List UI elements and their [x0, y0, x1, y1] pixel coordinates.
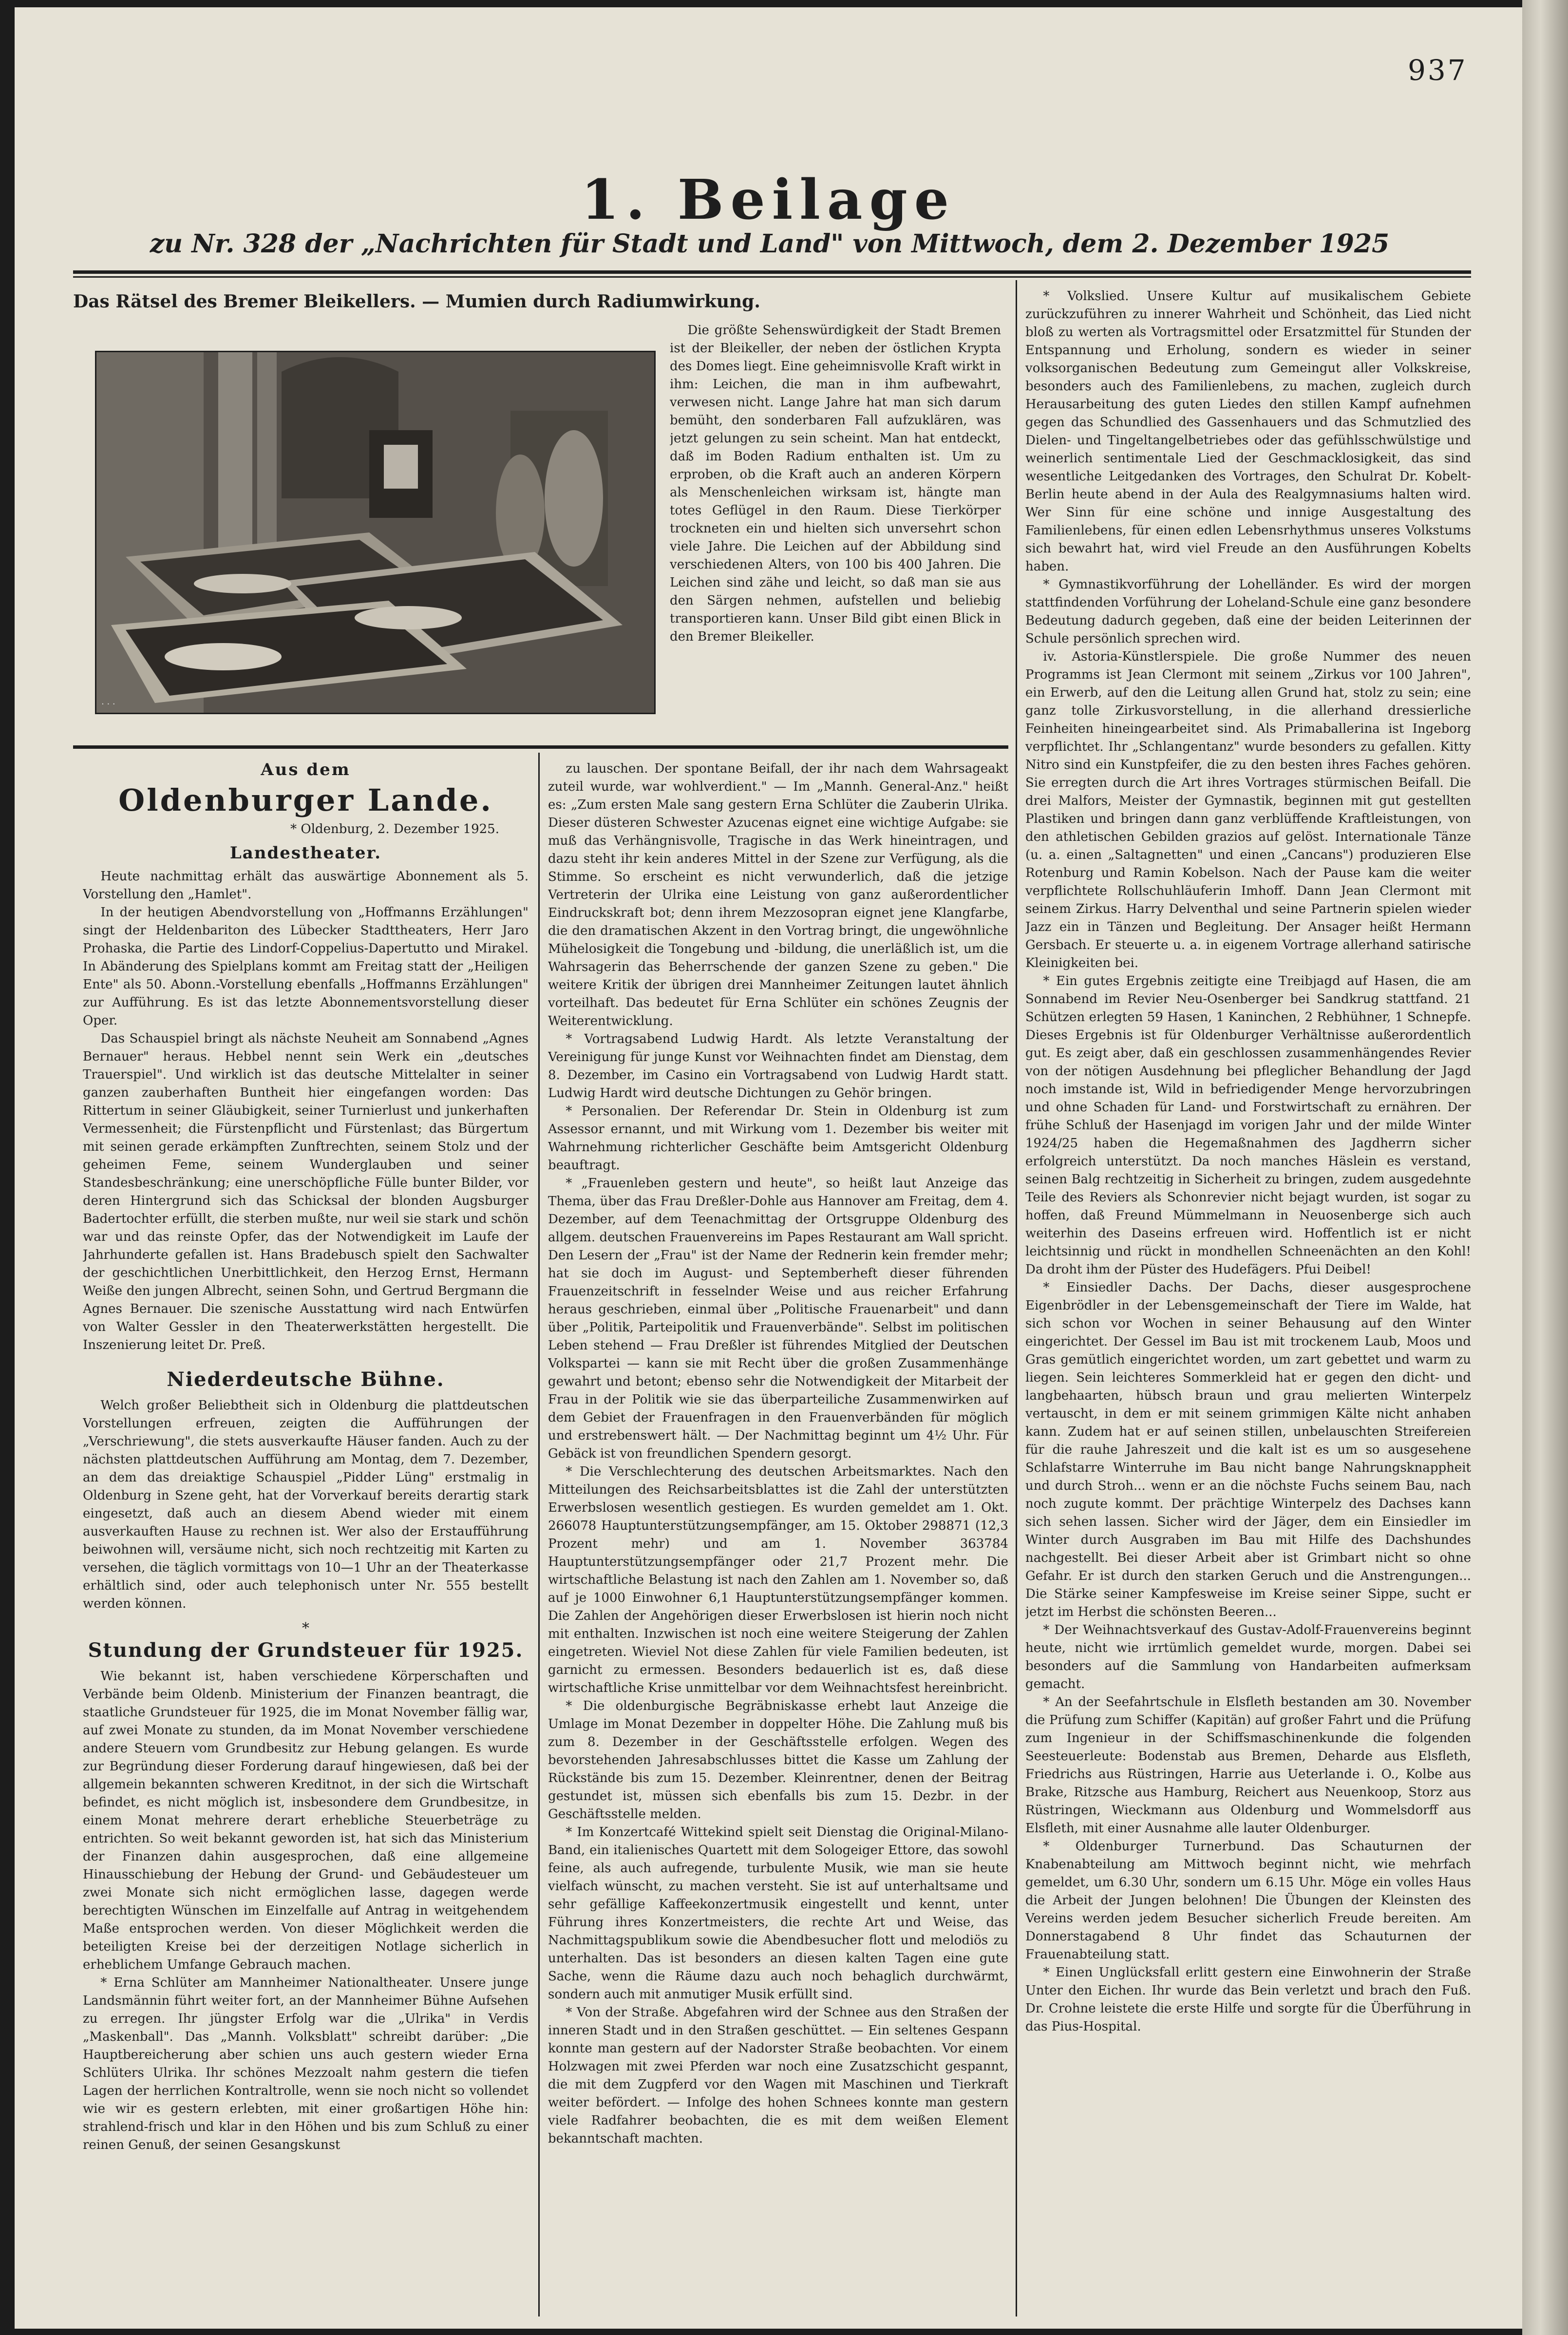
- dateline: * Oldenburg, 2. Dezember 1925.: [290, 822, 499, 836]
- bleikeller-photo: [95, 351, 656, 714]
- paragraph: * Von der Straße. Abgefahren wird der Schnee aus den Straßen der inneren Stadt und in den Straßen geschüttet. — Ein seltenes Gespann konnte man gestern auf der Nadorster Straße beobachten. Vor einem Holzwagen mit zwei Pferden war noch eine Zusatzschicht gespannt, die mit dem Zugpferd vor den Wagen mit Maschinen und Tierkraft weiter befördert. — Infolge des hohen Schnees konnte man gestern viele Radfahrer beobachten, die es mit dem weißen Element bekanntschaft machten.: [548, 2005, 1008, 2146]
- paragraph: Heute nachmittag erhält das auswärtige Abonnement als 5. Vorstellung den „Hamlet".: [83, 869, 529, 902]
- issue-line: zu Nr. 328 der „Nachrichten für Stadt und Land" von Mittwoch, dem 2. Dezember 1925: [150, 229, 1390, 259]
- paragraph: * Volkslied. Unsere Kultur auf musikalischem Gebiete zurückzuführen zu innerer Wahrheit und Schönheit, das Lied nicht bloß zu werten als Vortragsmittel oder Ersatzmittel für Stunden der Entspannung und Erholung, sondern es wieder in seiner volksorganischen Bedeutung zum Gemeingut aller Volkskreise, besonders auch des Familienlebens, zu machen, zugleich durch Herausarbeitung des guten Liedes den stillen Kampf aufnehmen gegen das Schundlied des Gassenhauers und das Schmutzlied des Dielen- und Tingeltangelbetriebes oder das gefühlsschwülstige und weinerlich sentimentale Lied der Geschmacklosigkeit, das sind wesentliche Leitgedanken des Vortrages, den Schulrat Dr. Kobelt-Berlin heute abend in der Aula des Realgymnasiums halten wird. Wer Sinn für eine schöne und innige Ausgestaltung des Familienlebens, für einen edlen Lebensrhythmus unseres Volkstums sich bewahrt hat, wird viel Freude an den Ausführungen Kobelts haben.: [1025, 289, 1471, 574]
- bleikeller-article: [670, 322, 1001, 731]
- paragraph: * Der Weihnachtsverkauf des Gustav-Adolf-Frauenvereins beginnt heute, nicht wie irrtümlich gemeldet wurde, morgen. Dabei sei besonders auf die Sammlung von Handarbeiten aufmerksam gemacht.: [1025, 1623, 1471, 1691]
- bleikeller-text: Die größte Sehenswürdigkeit der Stadt Bremen ist der Bleikeller, der neben der östlichen Krypta des Domes liegt. Eine geheimnisvolle Kraft wirkt in ihm: Leichen, die man in ihm aufbewahrt, verwesen nicht. Lange Jahre hat man sich darum bemüht, den sonderbaren Fall aufzuklären, was jetzt gelungen zu sein scheint. Man hat entdeckt, daß im Boden Radium enthalten ist. Um zu erproben, ob die Kraft auch an anderen Körpern als Menschenleichen wirksam ist, hängte man totes Geflügel in den Raum. Diese Tierkörper trockneten ein und hielten sich unversehrt schon viele Jahre. Die Leichen auf der Abbildung sind verschiedenen Alters, von 100 bis 400 Jahren. Die Leichen sind zähe und leicht, so daß man sie aus den Särgen nehmen, aufstellen und beliebig transportieren kann. Unser Bild gibt einen Blick in den Bremer Bleikeller.: [670, 323, 1001, 644]
- paragraph: Wie bekannt ist, haben verschiedene Körperschaften und Verbände beim Oldenb. Ministerium der Finanzen beantragt, die staatliche Grundsteuer für 1925, die im Monat November fällig war, auf zwei Monate zu stunden, da im Monat November verschiedene andere Steuern vom Grundbesitz zur Hebung gelangen. Es wurde zur Begründung dieser Forderung darauf hingewiesen, daß bei der allgemein bekannten schweren Kreditnot, in der sich die Wirtschaft befindet, es nicht möglich ist, insbesondere dem Grundbesitze, in einem Monat mehrere derart erhebliche Steuerbeträge zu entrichten. So weit bekannt geworden ist, hat sich das Ministerium der Finanzen dahin ausgesprochen, daß eine allgemeine Hinausschiebung der Hebung der Grund- und Gebäudesteuer um zwei Monate sich nicht ermöglichen lasse, dagegen werde berechtigten Wünschen im Einzelfalle auf Antrag in weitgehendem Maße entsprochen werden. Von dieser Möglichkeit werden die beteiligten Kreise bei der derzeitigen Notlage sicherlich in erheblichem Umfange Gebrauch machen.: [83, 1669, 529, 1972]
- supplement-title: 1. Beilage: [581, 168, 956, 232]
- column-divider-middle: [538, 753, 540, 2316]
- paragraph: * Gymnastikvorführung der Lohelländer. Es wird der morgen stattfindenden Vorführung der Loheland-Schule eine ganz besondere Bedeutung dadurch gegeben, daß eine der beiden Leiterinnen der Schule persönlich sprechen wird.: [1025, 577, 1471, 646]
- asterisk-separator: *: [302, 1620, 309, 1637]
- right-column: [1025, 287, 1471, 2319]
- paragraph: iv. Astoria-Künstlerspiele. Die große Nummer des neuen Programms ist Jean Clermont mit seinem „Zirkus vor 100 Jahren", ein Erwerb, auf den die Leitung allen Grund hat, stolz zu sein; eine ganz tolle Zirkusvorstellung, in die allerhand dressierliche Feinheiten hineingearbeitet sind. Als Primaballerina ist Ingeborg verpflichtet. Ihr „Schlangentanz" wurde besonders zu gefallen. Kitty Nitro sind ein Kunstpfeifer, die zu den besten ihres Faches gehören. Sie erregten durch die Art ihres Vortrages stürmischen Beifall. Die drei Malfors, Meister der Gymnastik, beginnen mit gut gestellten Plastiken und bringen dann ganz verblüffende Kraftleistungen, von den athletischen Gebilden grazios auf gelöst. Internationale Tänze (u. a. einen „Saltagnetten" und einen „Cancans") produzieren Else Rotenburg und Ramin Kobelson. Nach der Pause kam die weiter verpflichtete Rollschuhläuferin Imhoff. Dann Jean Clermont mit seinem Zirkus. Harry Delventhal und seine Partnerin spielen wieder Jazz ein in Tänzen und Begleitung. Der Ansager heißt Hermann Gersbach. Er steuerte u. a. in eigenem Vortrage allerhand satirische Kleinigkeiten bei.: [1025, 649, 1471, 970]
- paragraph: Welch großer Beliebtheit sich in Oldenburg die plattdeutschen Vorstellungen erfreuen, zeigten die Aufführungen der „Verschriewung", die stets ausverkaufte Häuser fanden. Auch zu der nächsten plattdeutschen Aufführung am Montag, dem 7. Dezember, an dem das dreiaktige Schauspiel „Pidder Lüng" erstmalig in Oldenburg in Szene geht, hat der Vorverkauf bereits derartig stark eingesetzt, daß auch an diesem Abend wieder mit einem ausverkauften Hause zu rechnen ist. Wer also der Erstaufführung beiwohnen will, versäume nicht, sich noch rechtzeitig mit Karten zu versehen, die täglich vormittags von 10—1 Uhr an der Theaterkasse erhältlich sind, oder auch telephonisch unter Nr. 555 bestellt werden können.: [83, 1398, 529, 1611]
- paragraph: * Einen Unglücksfall erlitt gestern eine Einwohnerin der Straße Unter den Eichen. Ihr wurde das Bein verletzt und brach den Fuß. Dr. Crohne leistete die erste Hilfe und sorgte für die Überführung in das Pius-Hospital.: [1025, 1965, 1471, 2034]
- crypt-illustration: [96, 352, 654, 713]
- newspaper-page: [15, 7, 1522, 2329]
- paragraph: * Die oldenburgische Begräbniskasse erhebt laut Anzeige die Umlage im Monat Dezember in doppelter Höhe. Die Zahlung muß bis zum 8. Dezember in der Geschäftsstelle erfolgen. Wegen des bevorstehenden Jahresabschlusses bittet die Kasse um Zahlung der Rückstände bis zum 15. Dezember. Kleinrentner, denen der Beitrag gestundet ist, müssen sich ebenfalls bis zum 15. Dezbr. in der Geschäftsstelle melden.: [548, 1699, 1008, 1822]
- paragraph: * Einsiedler Dachs. Der Dachs, dieser ausgesprochene Eigenbrödler in der Lebensgemeinschaft der Tiere im Walde, hat sich schon vor Wochen in seiner Behausung auf den Winter eingerichtet. Der Gessel im Bau ist mit trockenem Laub, Moos und Gras gemütlich eingerichtet worden, um zart gebettet und warm zu liegen. Sein leichteres Sommerkleid hat er gegen den dicht- und langbehaarten, hübsch braun und grau melierten Winterpelz vertauscht, in dem er mit seinem grimmigen Kälte nicht anhaben kann. Zudem hat er auf seinen stillen, unbelauschten Streifereien für die rauhe Jahreszeit und die kalt ist es um so ausgesehene Schlafstarre Winterruhe im Bau nicht bange Nahrungsknappheit und durch Stroh... wenn er an die nöchste Fuchs seinem Bau, nach noch zugute kommt. Der prächtige Winterpelz des Dachses kann sich sehen lassen. Sicher wird der Jäger, dem ein Einsiedler im Winter durch Ausgraben im Bau mit Hilfe des Dachshundes nachgestellt. Bei dieser Arbeit aber ist Grimbart nicht so ohne Gefahr. Er ist durch den starken Geruch und die Anstrengungen... Die Stärke seiner Kampfesweise im Kreise seiner Sippe, sucht er jetzt im Herbst die schönsten Beeren...: [1025, 1280, 1471, 1619]
- paragraph: * An der Seefahrtschule in Elsfleth bestanden am 30. November die Prüfung zum Schiffer (Kapitän) auf großer Fahrt und die Prüfung zum Ingenieur in der Schiffsmaschinenkunde die folgenden Seesteuerleute: Bodenstab aus Bremen, Deharde aus Elsfleth, Friedrichs aus Rüstringen, Harrie aus Ueterlande i. O., Kolbe aus Brake, Ritzsche aus Hamburg, Reichert aus Neuenkoop, Storz aus Rüstringen, Wieckmann aus Oldenburg und Wommelsdorff aus Elsfleth, mit einer Ausnahme alle lauter Oldenburger.: [1025, 1695, 1471, 1836]
- paragraph: * Personalien. Der Referendar Dr. Stein in Oldenburg ist zum Assessor ernannt, und mit Wirkung vom 1. Dezember bis weiter mit Wahrnehmung richterlicher Geschäfte beim Amtsgericht Oldenburg beauftragt.: [548, 1104, 1008, 1173]
- oldenburg-column: [83, 760, 529, 2319]
- middle-column: [548, 760, 1008, 2319]
- paragraph: * Oldenburger Turnerbund. Das Schauturnen der Knabenabteilung am Mittwoch beginnt nicht, wie mehrfach gemeldet, um 6.30 Uhr, sondern um 6.15 Uhr. Möge ein volles Haus die Arbeit der Jungen belohnen! Die Übungen der Kleinsten des Vereins werden jedem Besucher sicherlich Freude bereiten. Am Donnerstagabend 8 Uhr findet das Schauturnen der Frauenabteilung statt.: [1025, 1839, 1471, 1962]
- section-title: Oldenburger Lande.: [118, 782, 493, 818]
- book-spine: [1522, 0, 1568, 2335]
- paragraph: * Im Konzertcafé Wittekind spielt seit Dienstag die Original-Milano-Band, ein italienisches Quartett mit dem Sologeiger Ettore, das sowohl feine, als auch aufregende, turbulente Musik, wie man sie heute vielfach wünscht, zu machen versteht. Sie ist auf unterhaltsame und sehr gefällige Kaffeekonzertmusik eingestellt und kennt, unter Führung ihres Konzertmeisters, die rechte Art und Weise, das Nachmittagspublikum sowie die Abendbesucher flott und melodiös zu unterhalten. Das ist besonders an diesen kalten Tagen eine gute Sache, wenn die Räume dazu auch noch behaglich durchwärmt, sondern auch mit anmutiger Musik erfüllt sind.: [548, 1825, 1008, 2002]
- svg-text:· · ·: · · ·: [101, 699, 115, 709]
- buehne-text: [83, 1397, 529, 1613]
- section-kicker: Aus dem: [261, 760, 351, 779]
- paragraph: * Vortragsabend Ludwig Hardt. Als letzte Veranstaltung der Vereinigung für junge Kunst vor Weihnachten findet am Dienstag, dem 8. Dezember, im Casino ein Vortragsabend von Ludwig Hardt statt. Ludwig Hardt wird deutsche Dichtungen zu Gehör bringen.: [548, 1032, 1008, 1101]
- paragraph: In der heutigen Abendvorstellung von „Hoffmanns Erzählungen" singt der Heldenbariton des Lübecker Stadttheaters, Herr Jaro Prohaska, die Partie des Lindorf-Coppelius-Dapertutto und Mirakel. In Abänderung des Spielplans kommt am Freitag statt der „Heiligen Ente" als 50. Abonn.-Vorstellung ebenfalls „Hoffmanns Erzählungen" zur Aufführung. Es ist das letzte Abonnementsvorstellung dieser Oper.: [83, 905, 529, 1028]
- subhead-landestheater: Landestheater.: [229, 843, 382, 863]
- paragraph: * „Frauenleben gestern und heute", so heißt laut Anzeige das Thema, über das Frau Dreßler-Dohle aus Hannover am Freitag, dem 4. Dezember, auf dem Teenachmittag der Ortsgruppe Oldenburg des allgem. deutschen Frauenvereins im Papes Restaurant am Wall spricht. Den Lesern der „Frau" ist der Name der Rednerin kein fremder mehr; hat sie doch im August- und Septemberheft dieser führenden Frauenzeitschrift in fesselnder Weise und aus reicher Erfahrung heraus geschrieben, einmal über „Politische Frauenarbeit" und dann über „Politik, Parteipolitik und Frauenverbände". Selbst im politischen Leben stehend — Frau Dreßler ist führendes Mitglied der Deutschen Volkspartei — kann sie mit Recht über die großen Zusammenhänge gewahrt und betont; ebenso sehr die Notwendigkeit der Mitarbeit der Frau in der Politik wie sie das überparteiliche Zusammenwirken auf dem Gebiet der Frauenfragen in den Frauenverbänden für möglich und erstrebenswert hält. — Der Nachmittag beginnt um 4½ Uhr. Für Gebäck ist von freundlichen Spendern gesorgt.: [548, 1176, 1008, 1461]
- header-rule-thin: [73, 276, 1471, 278]
- bleikeller-headline: Das Rätsel des Bremer Bleikellers. — Mumien durch Radiumwirkung.: [73, 291, 760, 312]
- header-rule: [73, 270, 1471, 274]
- paragraph: Das Schauspiel bringt als nächste Neuheit am Sonnabend „Agnes Bernauer" heraus. Hebbel nennt sein Werk ein „deutsches Trauerspiel". Und wirklich ist das deutsche Mittelalter in seiner ganzen zauberhaften Buntheit hier eingefangen worden: Das Rittertum in seiner Gläubigkeit, seiner Turnierlust und junkerhaften Vermessenheit; die Fürstenpflicht und Fürstenlast; das Bürgertum mit seinen gerade erkämpften Zunftrechten, seinem Stolz und der geheimen Feme, seinem Wunderglauben und seiner Standesbeschränkung; eine unerschöpfliche Fülle bunter Bilder, vor deren Hintergrund sich das Schicksal der blonden Augsburger Badertochter erfüllt, die sterben mußte, nur weil sie stark und schön war und das reinste Opfer, das der Notwendigkeit im Laufe der Jahrhunderte gefallen ist. Hans Bradebusch spielt den Sachwalter der geschichtlichen Unerbittlichkeit, den Herzog Ernst, Hermann Weiße den jungen Albrecht, seinen Sohn, und Gertrud Bergmann die Agnes Bernauer. Die szenische Ausstattung wird nach Entwürfen von Walter Gessler in den Theaterwerkstätten hergestellt. Die Inszenierung leitet Dr. Preß.: [83, 1031, 529, 1352]
- page-number: 937: [1408, 54, 1468, 87]
- landestheater-text: [83, 868, 529, 1354]
- paragraph: * Erna Schlüter am Mannheimer Nationaltheater. Unsere junge Landsmännin führt weiter fort, an der Mannheimer Bühne Aufsehen zu erregen. Ihr jüngster Erfolg war die „Ulrika" in Verdis „Maskenball". Das „Mannh. Volksblatt" schreibt darüber: „Die Hauptbereicherung aber schien uns auch gestern wieder Erna Schlüters Ulrika. Ihr schönes Mezzoalt nahm gestern die tiefen Lagen der herrlichen Kontraltrolle, wenn sie noch nicht so vollendet wie wir es gestern erlebten, mit einer großartigen Höhe hin: strahlend-frisch und klar in den Höhen und bis zum Schluß zu einer reinen Genuß, der seinen Gesangskunst: [83, 1975, 529, 2152]
- paragraph: * Die Verschlechterung des deutschen Arbeitsmarktes. Nach den Mitteilungen des Reichsarbeitsblattes ist die Zahl der unterstützten Erwerbslosen wesentlich gestiegen. Es wurden gemeldet am 1. Okt. 266078 Hauptunterstützungsempfänger, am 15. Oktober 298871 (12,3 Prozent mehr) und am 1. November 363784 Hauptunterstützungsempfänger oder 21,7 Prozent mehr. Die wirtschaftliche Belastung ist nach den Zahlen am 1. November so, daß auf je 1000 Einwohner 6,1 Hauptunterstützungsempfänger kommen. Die Zahlen der Angehörigen dieser Erwerbslosen ist hierin noch nicht mit enthalten. Inzwischen ist noch eine weitere Steigerung der Zahlen eingetreten. Wieviel Not diese Zahlen für viele Familien bedeuten, ist garnicht zu ermessen. Besonders bedauerlich ist es, daß diese wirtschaftliche Krise unmittelbar vor dem Weihnachtsfest hereinbricht.: [548, 1464, 1008, 1695]
- column-divider-right: [1016, 280, 1017, 2316]
- subhead-niederdeutsche-buehne: Niederdeutsche Bühne.: [167, 1368, 445, 1391]
- paragraph: * Ein gutes Ergebnis zeitigte eine Treibjagd auf Hasen, die am Sonnabend im Revier Neu-Osenberger bei Sandkrug stattfand. 21 Schützen erlegten 59 Hasen, 1 Kaninchen, 2 Rebhühner, 1 Schnepfe. Dieses Ergebnis ist für Oldenburger Verhältnisse außerordentlich gut. Es zeigt aber, daß ein geschlossen zusammenhängendes Revier von der nötigen Ausdehnung bei pfleglicher Behandlung der Jagd noch imstande ist, Wild in befriedigender Menge hervorzubringen und ohne Schaden für Land- und Forstwirtschaft zu ernähren. Der frühe Schluß der Hasenjagd im vorigen Jahr und der milde Winter 1924/25 haben die Hegemaßnahmen des Jagdherrn sicher erfolgreich unterstützt. Da noch manches Häslein es verstand, seinen Balg rechtzeitig in Sicherheit zu bringen, zudem ausgedehnte Teile des Reviers als Schonrevier nicht bejagt wurden, ist sogar zu hoffen, daß Freund Mümmelmann in Neuosenberge sich auch weiterhin des Daseins erfreuen wird. Hoffentlich ist er nicht leichtsinnig und rückt in mondhellen Schneenächten an den Kohl! Da droht ihm der Püster des Hudefägers. Pfui Deibel!: [1025, 974, 1471, 1277]
- paragraph: zu lauschen. Der spontane Beifall, der ihr nach dem Wahrsageakt zuteil wurde, war wohlverdient." — Im „Mannh. General-Anz." heißt es: „Zum ersten Male sang gestern Erna Schlüter die Zauberin Ulrika. Dieser düsteren Schwester Azucenas eignet eine wichtige Aufgabe: sie muß das Verhängnisvolle, Tragische in das Werk hineintragen, und dazu steht ihr kein anderes Mittel in der Szene zur Verfügung, als die Stimme. So erscheint es nicht verwunderlich, daß die jetzige Vertreterin der Ulrika eine Leistung von ganz außerordentlicher Eindruckskraft bot; denn ihrem Mezzosopran eignet jene Klangfarbe, die den dramatischen Akzent in den Vortrag bringt, die ungewöhnliche Mühelosigkeit die Tongebung und -bildung, die unerläßlich ist, um die Wahrsagerin das Beherrschende der ganzen Szene zu geben." Die weitere Kritik der übrigen drei Mannheimer Zeitungen lautet ähnlich vorteilhaft. Das bedeutet für Erna Schlüter ein schönes Zeugnis der Weiterentwicklung.: [548, 761, 1008, 1028]
- section-rule: [73, 745, 1008, 749]
- subhead-grundsteuer: Stundung der Grundsteuer für 1925.: [88, 1639, 524, 1662]
- grundsteuer-text: [83, 1668, 529, 2154]
